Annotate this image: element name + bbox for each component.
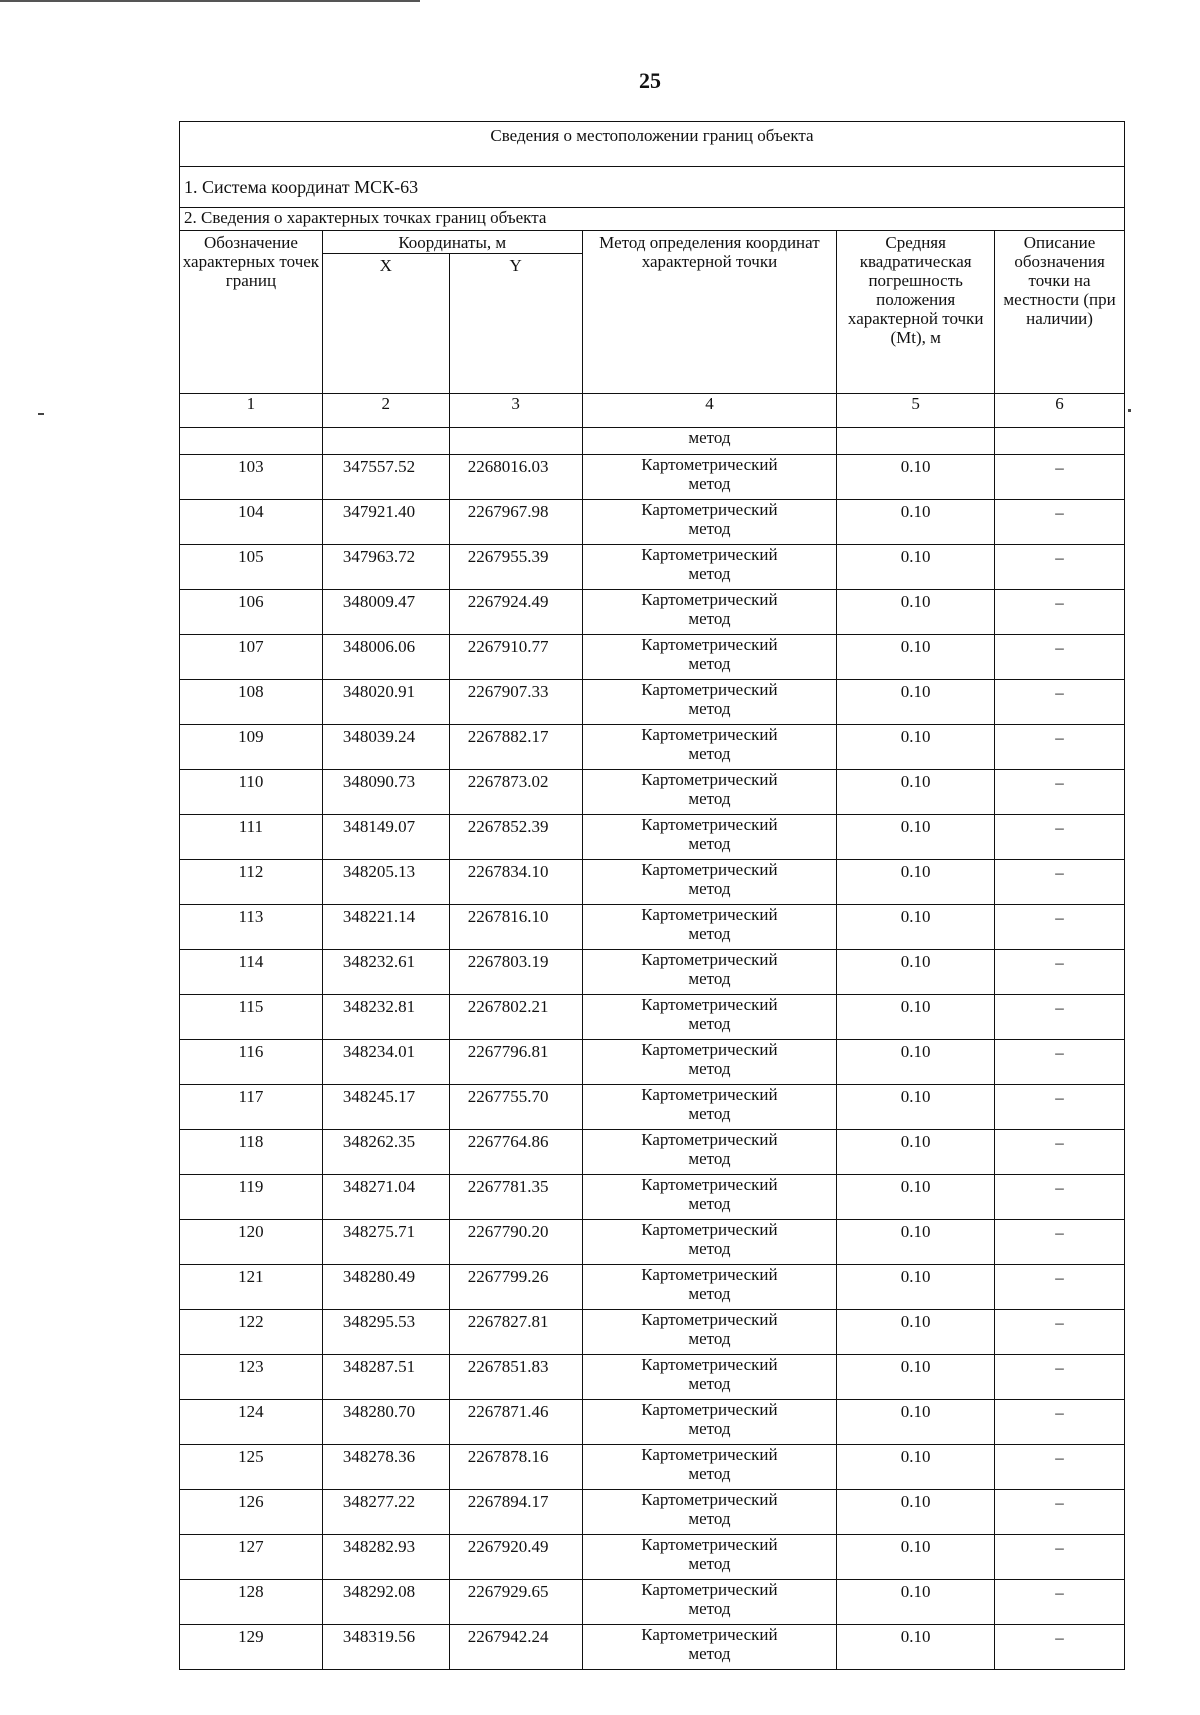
table-row	[180, 500, 1125, 545]
mean-error: 0.10	[837, 815, 995, 860]
table-row	[180, 1040, 1125, 1085]
table-row	[180, 815, 1125, 860]
method-cell	[582, 1490, 837, 1535]
point-description: –	[995, 1175, 1125, 1220]
table-row	[180, 590, 1125, 635]
point-number: 129	[180, 1625, 323, 1670]
point-number: 106	[180, 590, 323, 635]
coordinate-y: 2267920.49	[449, 1535, 582, 1580]
point-number: 120	[180, 1220, 323, 1265]
method-line-2: метод	[688, 1464, 731, 1483]
table-row	[180, 1175, 1125, 1220]
method-cell	[582, 545, 837, 590]
point-number: 115	[180, 995, 323, 1040]
method-line-1: Картометрический	[641, 1040, 778, 1059]
method-line-2: метод	[688, 789, 731, 808]
method-line-2: метод	[688, 969, 731, 988]
method-cell	[582, 680, 837, 725]
table-row	[180, 1625, 1125, 1670]
column-number: 4	[582, 394, 837, 428]
table-row	[180, 680, 1125, 725]
method-line-2: метод	[688, 1104, 731, 1123]
method-line-1: Картометрический	[641, 500, 778, 519]
column-number: 2	[322, 394, 449, 428]
coordinate-x: 348006.06	[322, 635, 449, 680]
coordinate-x: 348280.70	[322, 1400, 449, 1445]
coordinate-y: 2267924.49	[449, 590, 582, 635]
method-line-2: метод	[688, 834, 731, 853]
point-number: 105	[180, 545, 323, 590]
coordinate-system: 1. Система координат МСК-63	[180, 167, 1125, 208]
coordinate-x: 348319.56	[322, 1625, 449, 1670]
table-row	[180, 995, 1125, 1040]
mean-error: 0.10	[837, 995, 995, 1040]
table-row	[180, 905, 1125, 950]
table-row	[180, 1400, 1125, 1445]
coordinate-y: 2267834.10	[449, 860, 582, 905]
method-line-1: Картометрический	[641, 770, 778, 789]
coordinate-x: 348205.13	[322, 860, 449, 905]
point-number: 112	[180, 860, 323, 905]
mean-error: 0.10	[837, 770, 995, 815]
method-cell	[582, 995, 837, 1040]
mean-error: 0.10	[837, 1445, 995, 1490]
coordinate-y: 2267878.16	[449, 1445, 582, 1490]
point-description: –	[995, 1220, 1125, 1265]
mean-error: 0.10	[837, 1085, 995, 1130]
method-line-2: метод	[688, 654, 731, 673]
coordinate-y: 2267871.46	[449, 1400, 582, 1445]
method-line-2: метод	[688, 1509, 731, 1528]
method-cell	[582, 1535, 837, 1580]
point-description: –	[995, 1490, 1125, 1535]
coordinate-y: 2267802.21	[449, 995, 582, 1040]
point-number: 103	[180, 455, 323, 500]
table-row	[180, 635, 1125, 680]
method-cell	[582, 455, 837, 500]
method-line-1: Картометрический	[641, 1265, 778, 1284]
coordinate-x: 347557.52	[322, 455, 449, 500]
point-description: –	[995, 725, 1125, 770]
table-row	[180, 455, 1125, 500]
page-number: 25	[639, 68, 661, 93]
point-number: 123	[180, 1355, 323, 1400]
point-description: –	[995, 1445, 1125, 1490]
method-cell	[582, 1220, 837, 1265]
point-description: –	[995, 1130, 1125, 1175]
mean-error: 0.10	[837, 455, 995, 500]
method-cell	[582, 725, 837, 770]
point-number: 114	[180, 950, 323, 995]
section-title: 2. Сведения о характерных точках границ объекта	[180, 208, 1125, 231]
coordinate-y: 2267873.02	[449, 770, 582, 815]
method-line-1: Картометрический	[641, 455, 778, 474]
mean-error: 0.10	[837, 680, 995, 725]
method-cell	[582, 860, 837, 905]
table-row	[180, 1535, 1125, 1580]
method-cell	[582, 1265, 837, 1310]
coordinate-x: 348271.04	[322, 1175, 449, 1220]
method-line-2: метод	[688, 1014, 731, 1033]
method-cell	[582, 1355, 837, 1400]
point-number: 117	[180, 1085, 323, 1130]
mean-error: 0.10	[837, 545, 995, 590]
point-number: 127	[180, 1535, 323, 1580]
method-cell	[582, 590, 837, 635]
point-number: 118	[180, 1130, 323, 1175]
table-row	[180, 1445, 1125, 1490]
point-number: 107	[180, 635, 323, 680]
header-coordinates: Координаты, м	[322, 231, 582, 254]
coordinate-x: 348234.01	[322, 1040, 449, 1085]
mean-error: 0.10	[837, 1265, 995, 1310]
header-mean-error	[837, 231, 995, 394]
method-line-2: метод	[688, 924, 731, 943]
method-cell	[582, 500, 837, 545]
point-description: –	[995, 1355, 1125, 1400]
mean-error: 0.10	[837, 1355, 995, 1400]
table-row	[180, 1085, 1125, 1130]
coordinate-x: 348009.47	[322, 590, 449, 635]
mean-error: 0.10	[837, 1220, 995, 1265]
method-line-1: Картометрический	[641, 545, 778, 564]
method-cell	[582, 635, 837, 680]
method-line-1: Картометрический	[641, 680, 778, 699]
table-row	[180, 725, 1125, 770]
method-line-1: Картометрический	[641, 995, 778, 1014]
method-line-1: Картометрический	[641, 860, 778, 879]
coordinate-y: 2267781.35	[449, 1175, 582, 1220]
point-number: 121	[180, 1265, 323, 1310]
coordinate-y: 2268016.03	[449, 455, 582, 500]
header-x: X	[322, 254, 449, 394]
table-row	[180, 1580, 1125, 1625]
point-number: 119	[180, 1175, 323, 1220]
mean-error: 0.10	[837, 1580, 995, 1625]
column-number: 3	[449, 394, 582, 428]
mean-error: 0.10	[837, 1490, 995, 1535]
method-line-2: метод	[688, 1284, 731, 1303]
coordinate-y: 2267942.24	[449, 1625, 582, 1670]
point-description: –	[995, 680, 1125, 725]
column-number: 1	[180, 394, 323, 428]
coordinate-x: 348282.93	[322, 1535, 449, 1580]
method-cell	[582, 1130, 837, 1175]
mean-error: 0.10	[837, 1310, 995, 1355]
method-line-2: метод	[688, 1419, 731, 1438]
coordinate-y: 2267955.39	[449, 545, 582, 590]
point-description: –	[995, 455, 1125, 500]
method-line-1: Картометрический	[641, 815, 778, 834]
method-line-1: Картометрический	[641, 950, 778, 969]
point-description: –	[995, 545, 1125, 590]
coordinate-x: 348232.61	[322, 950, 449, 995]
coordinate-x: 348262.35	[322, 1130, 449, 1175]
mean-error: 0.10	[837, 725, 995, 770]
mean-error: 0.10	[837, 1040, 995, 1085]
column-number: 5	[837, 394, 995, 428]
method-line-1: Картометрический	[641, 1490, 778, 1509]
coordinate-y: 2267790.20	[449, 1220, 582, 1265]
method-line-2: метод	[688, 1239, 731, 1258]
method-line-1: Картометрический	[641, 1220, 778, 1239]
coordinate-x: 348232.81	[322, 995, 449, 1040]
point-description: –	[995, 1085, 1125, 1130]
point-number: 109	[180, 725, 323, 770]
method-line-1: Картометрический	[641, 635, 778, 654]
coordinate-y: 2267803.19	[449, 950, 582, 995]
coordinate-y: 2267907.33	[449, 680, 582, 725]
point-description: –	[995, 770, 1125, 815]
point-description: –	[995, 1400, 1125, 1445]
table-row	[180, 1355, 1125, 1400]
coordinate-y: 2267851.83	[449, 1355, 582, 1400]
method-cell	[582, 950, 837, 995]
header-description: Описание обозначения точки на местности (при наличии)	[995, 231, 1125, 394]
mean-error: 0.10	[837, 1175, 995, 1220]
coordinate-y: 2267764.86	[449, 1130, 582, 1175]
method-line-2: метод	[688, 879, 731, 898]
coordinate-x: 348287.51	[322, 1355, 449, 1400]
coordinate-x: 348020.91	[322, 680, 449, 725]
continued-row	[180, 428, 1125, 455]
mean-error: 0.10	[837, 1400, 995, 1445]
mean-error: 0.10	[837, 1535, 995, 1580]
method-line-2: метод	[688, 744, 731, 763]
mean-error: 0.10	[837, 950, 995, 995]
method-line-1: Картометрический	[641, 1580, 778, 1599]
column-number: 6	[995, 394, 1125, 428]
column-numbers-row	[180, 394, 1125, 428]
point-number: 125	[180, 1445, 323, 1490]
header-method: Метод определения координат характерной точки	[582, 231, 837, 394]
point-number: 111	[180, 815, 323, 860]
coordinate-x: 348277.22	[322, 1490, 449, 1535]
point-number: 108	[180, 680, 323, 725]
table-title: Сведения о местоположении границ объекта	[180, 122, 1125, 167]
point-number: 116	[180, 1040, 323, 1085]
coordinate-x: 347921.40	[322, 500, 449, 545]
coordinate-y: 2267910.77	[449, 635, 582, 680]
mean-error: 0.10	[837, 1130, 995, 1175]
coordinate-x: 348278.36	[322, 1445, 449, 1490]
table-row	[180, 1130, 1125, 1175]
method-line-1: Картометрический	[641, 1310, 778, 1329]
method-line-2: метод	[688, 1329, 731, 1348]
method-line-2: метод	[688, 1059, 731, 1078]
method-cell	[582, 905, 837, 950]
coordinate-x: 348280.49	[322, 1265, 449, 1310]
coordinate-x: 348149.07	[322, 815, 449, 860]
method-cell	[582, 1085, 837, 1130]
table-row	[180, 1265, 1125, 1310]
method-cell	[582, 1310, 837, 1355]
point-description: –	[995, 905, 1125, 950]
method-line-2: метод	[688, 519, 731, 538]
mean-error: 0.10	[837, 635, 995, 680]
point-number: 128	[180, 1580, 323, 1625]
mean-error: 0.10	[837, 860, 995, 905]
method-line-2: метод	[688, 564, 731, 583]
method-line-1: Картометрический	[641, 1400, 778, 1419]
method-cell	[582, 1445, 837, 1490]
point-number: 104	[180, 500, 323, 545]
header-mean-error-text: Средняя квадратическая погрешность положения характерной точки (Mt), м	[847, 233, 984, 347]
coordinate-x: 348295.53	[322, 1310, 449, 1355]
coordinate-y: 2267929.65	[449, 1580, 582, 1625]
method-line-1: Картометрический	[641, 1445, 778, 1464]
point-description: –	[995, 1535, 1125, 1580]
coordinate-x: 347963.72	[322, 545, 449, 590]
coordinate-x: 348292.08	[322, 1580, 449, 1625]
coordinate-y: 2267852.39	[449, 815, 582, 860]
coordinate-y: 2267882.17	[449, 725, 582, 770]
point-description: –	[995, 590, 1125, 635]
coordinate-y: 2267967.98	[449, 500, 582, 545]
coordinate-x: 348090.73	[322, 770, 449, 815]
point-description: –	[995, 500, 1125, 545]
point-number: 124	[180, 1400, 323, 1445]
coordinate-x: 348221.14	[322, 905, 449, 950]
method-line-1: Картометрический	[641, 725, 778, 744]
scan-artifact-line	[0, 0, 420, 2]
point-description: –	[995, 860, 1125, 905]
method-line-1: Картометрический	[641, 1085, 778, 1104]
method-cell	[582, 1040, 837, 1085]
method-cell	[582, 815, 837, 860]
continued-method: метод	[582, 428, 837, 455]
point-description: –	[995, 950, 1125, 995]
coordinate-y: 2267796.81	[449, 1040, 582, 1085]
scan-artifact-dot	[1128, 409, 1131, 412]
boundary-points-table	[179, 121, 1125, 1670]
coordinate-y: 2267755.70	[449, 1085, 582, 1130]
point-description: –	[995, 635, 1125, 680]
table-row	[180, 545, 1125, 590]
point-number: 122	[180, 1310, 323, 1355]
mean-error: 0.10	[837, 500, 995, 545]
point-description: –	[995, 1040, 1125, 1085]
method-cell	[582, 1400, 837, 1445]
method-line-2: метод	[688, 1374, 731, 1393]
header-point-designation: Обозначение характерных точек границ	[180, 231, 323, 394]
method-line-1: Картометрический	[641, 1355, 778, 1374]
point-description: –	[995, 1310, 1125, 1355]
point-description: –	[995, 995, 1125, 1040]
table-row	[180, 860, 1125, 905]
method-line-1: Картометрический	[641, 1625, 778, 1644]
scan-artifact-mark	[38, 413, 44, 415]
coordinate-y: 2267816.10	[449, 905, 582, 950]
method-cell	[582, 1175, 837, 1220]
table-row	[180, 1490, 1125, 1535]
table-row	[180, 770, 1125, 815]
point-number: 113	[180, 905, 323, 950]
method-line-2: метод	[688, 609, 731, 628]
method-line-2: метод	[688, 474, 731, 493]
point-description: –	[995, 1625, 1125, 1670]
method-cell	[582, 1625, 837, 1670]
method-line-2: метод	[688, 699, 731, 718]
point-description: –	[995, 1580, 1125, 1625]
method-line-2: метод	[688, 1554, 731, 1573]
method-cell	[582, 1580, 837, 1625]
mean-error: 0.10	[837, 1625, 995, 1670]
coordinate-x: 348245.17	[322, 1085, 449, 1130]
method-line-1: Картометрический	[641, 905, 778, 924]
coordinate-y: 2267827.81	[449, 1310, 582, 1355]
point-number: 126	[180, 1490, 323, 1535]
point-description: –	[995, 1265, 1125, 1310]
coordinate-x: 348039.24	[322, 725, 449, 770]
point-number: 110	[180, 770, 323, 815]
coordinate-y: 2267894.17	[449, 1490, 582, 1535]
table-row	[180, 950, 1125, 995]
point-description: –	[995, 815, 1125, 860]
method-line-1: Картометрический	[641, 1175, 778, 1194]
table-row	[180, 1220, 1125, 1265]
mean-error: 0.10	[837, 905, 995, 950]
mean-error: 0.10	[837, 590, 995, 635]
method-cell	[582, 770, 837, 815]
method-line-2: метод	[688, 1644, 731, 1663]
table-row	[180, 1310, 1125, 1355]
method-line-1: Картометрический	[641, 1130, 778, 1149]
header-y: Y	[449, 254, 582, 394]
method-line-1: Картометрический	[641, 590, 778, 609]
coordinate-y: 2267799.26	[449, 1265, 582, 1310]
method-line-1: Картометрический	[641, 1535, 778, 1554]
method-line-2: метод	[688, 1194, 731, 1213]
method-line-2: метод	[688, 1149, 731, 1168]
method-line-2: метод	[688, 1599, 731, 1618]
coordinate-x: 348275.71	[322, 1220, 449, 1265]
